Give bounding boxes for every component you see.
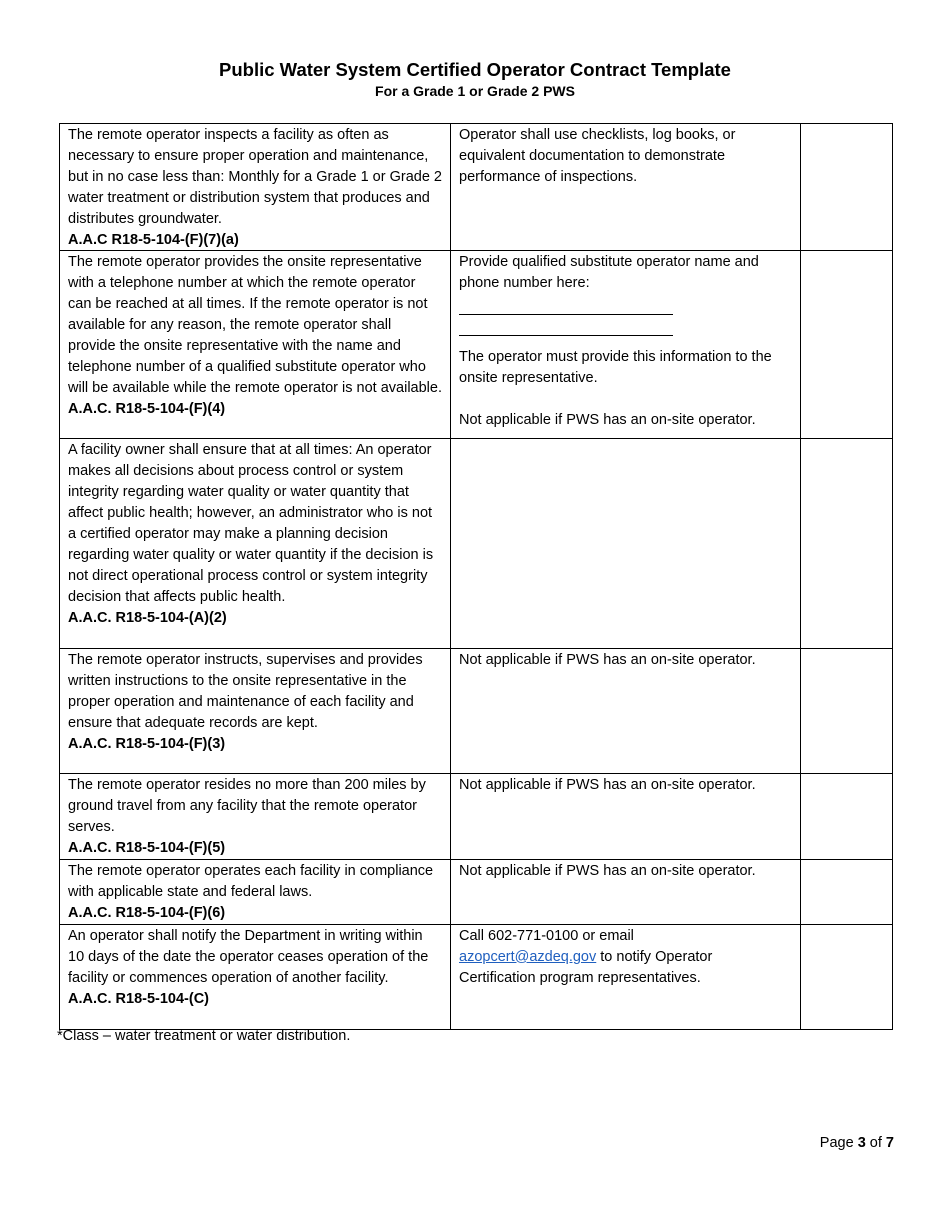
- citation: A.A.C. R18-5-104-(C): [68, 990, 209, 1007]
- note-text: Not applicable if PWS has an on-site operator.: [459, 863, 756, 880]
- citation: A.A.C. R18-5-104-(F)(4): [68, 400, 226, 417]
- page-prefix: Page: [819, 1135, 854, 1151]
- citation: A.A.C R18-5-104-(F)(7)(a): [68, 231, 239, 248]
- note-cell: [451, 439, 801, 649]
- email-link[interactable]: azopcert@azdeq.gov: [459, 948, 597, 965]
- table-row: [60, 860, 893, 925]
- document-title: Public Water System Certified Operator Contract Template: [219, 59, 731, 80]
- note-text: Operator shall use checklists, log books, or equivalent documentation to demonstrate performance of inspections.: [459, 127, 736, 185]
- requirement-text: The remote operator instructs, supervises and provides written instructions to the onsite representative in the proper operation and maintenance of each facility and ensure that adequate records are kept.: [68, 652, 423, 732]
- requirement-cell: [60, 860, 451, 925]
- page-number: [820, 1133, 894, 1153]
- citation: A.A.C. R18-5-104-(F)(5): [68, 840, 226, 857]
- note-instruction: The operator must provide this information to the onsite representative.: [459, 349, 772, 387]
- note-text: Not applicable if PWS has an on-site operator.: [459, 652, 756, 669]
- note-cell: [451, 251, 801, 439]
- note-text: Provide qualified substitute operator name and phone number here:: [459, 254, 759, 292]
- table-row: [60, 649, 893, 774]
- page-header: [0, 58, 950, 101]
- table-row: [60, 774, 893, 860]
- requirement-cell: [60, 774, 451, 860]
- requirement-text: An operator shall notify the Department in writing within 10 days of the date the operator ceases operation of the facility or commences operation of another facility.: [68, 927, 429, 986]
- note-not-applicable: Not applicable if PWS has an on-site operator.: [459, 411, 756, 428]
- footnote: *Class – water treatment or water distribution.: [57, 1028, 351, 1044]
- note-cell: [451, 649, 801, 774]
- note-cell: [451, 924, 801, 1029]
- check-cell[interactable]: [801, 124, 893, 251]
- note-cell: [451, 774, 801, 860]
- requirement-cell: [60, 439, 451, 649]
- page-sep: of: [869, 1135, 882, 1151]
- requirement-cell: [60, 251, 451, 439]
- citation: A.A.C. R18-5-104-(F)(6): [68, 904, 226, 921]
- requirement-cell: [60, 124, 451, 251]
- requirement-cell: [60, 649, 451, 774]
- note-text-after: to notify Operator Certification program representatives.: [459, 948, 713, 986]
- requirement-text: The remote operator operates each facility in compliance with applicable state and federal laws.: [68, 863, 434, 900]
- requirement-text: A facility owner shall ensure that at all times: An operator makes all decisions about process control or system integrity regarding water quality or water quantity that affect public health; however, an administrator who is not a certified operator may make a planning decision regarding water quality or water quantity if the decision is not direct operational process control or system integrity decision that affects public health.: [68, 442, 434, 605]
- document-subtitle: For a Grade 1 or Grade 2 PWS: [375, 83, 575, 99]
- requirement-text: The remote operator provides the onsite representative with a telephone number at which the remote operator can be reached at all times. If the remote operator is not available for any reason, the remote operator shall provide the onsite representative with the name and telephone number of a qualified substitute operator who will be available while the remote operator is not available.: [68, 254, 442, 396]
- page-current: 3: [857, 1135, 866, 1151]
- check-cell[interactable]: [801, 924, 893, 1029]
- page-total: 7: [885, 1135, 894, 1151]
- note-text: Not applicable if PWS has an on-site operator.: [459, 777, 756, 794]
- citation: A.A.C. R18-5-104-(F)(3): [68, 736, 226, 753]
- table-row: [60, 439, 893, 649]
- substitute-name-line[interactable]: [459, 294, 673, 315]
- table-row: [60, 251, 893, 439]
- requirement-text: The remote operator inspects a facility as often as necessary to ensure proper operation and maintenance, but in no case less than: Monthly for a Grade 1 or Grade 2 water treatment or distribution system that produces and distributes groundwater.: [68, 127, 442, 227]
- requirement-text: The remote operator resides no more than 200 miles by ground travel from any facility that the remote operator serves.: [68, 777, 426, 836]
- requirements-table: [59, 123, 893, 1030]
- table-row: [60, 924, 893, 1029]
- check-cell[interactable]: [801, 251, 893, 439]
- substitute-phone-line[interactable]: [459, 315, 673, 336]
- requirement-cell: [60, 924, 451, 1029]
- table-row: [60, 124, 893, 251]
- check-cell[interactable]: [801, 649, 893, 774]
- check-cell[interactable]: [801, 439, 893, 649]
- citation: A.A.C. R18-5-104-(A)(2): [68, 609, 227, 626]
- check-cell[interactable]: [801, 860, 893, 925]
- note-cell: [451, 124, 801, 251]
- note-text: Call 602-771-0100 or email: [459, 927, 634, 944]
- check-cell[interactable]: [801, 774, 893, 860]
- note-cell: [451, 860, 801, 925]
